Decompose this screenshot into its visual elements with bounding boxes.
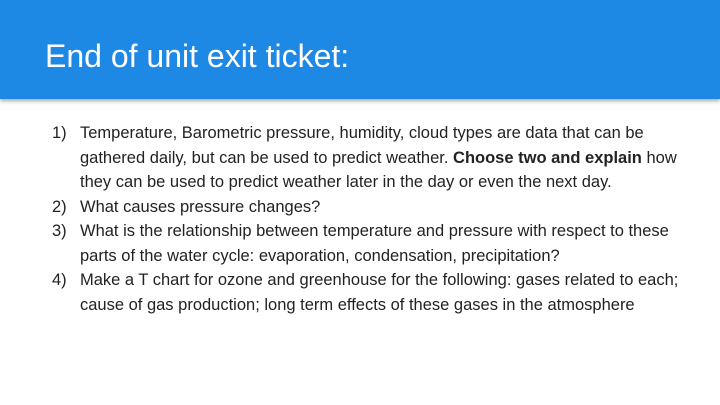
item-number: 4) [52,271,67,289]
slide-title: End of unit exit ticket: [45,38,350,74]
list-item [47,121,687,195]
list-item [47,219,687,268]
item-text: What causes pressure changes? [80,197,321,216]
item-text: Make a T chart for ozone and greenhouse for the following: gases related to each; cause of gas production; long term effects of these gases in the atmosphere [80,271,679,314]
item-number: 2) [52,197,67,216]
title-bar [0,0,720,99]
list-item [47,195,687,220]
list-item [47,268,687,317]
item-number: 1) [52,124,67,142]
item-text: how they can be used to predict weather later in the day or even the next day. [80,148,677,191]
question-list [47,121,687,317]
item-text: What is the relationship between temperature and pressure with respect to these parts of the water cycle: evaporation, condensation, precipitation? [80,222,669,265]
item-number: 3) [52,222,67,240]
item-text-bold: Choose two and explain [453,148,642,167]
item-text: Temperature, Barometric pressure, humidity, cloud types are data that can be gathered daily, but can be used to predict weather. [80,124,644,167]
